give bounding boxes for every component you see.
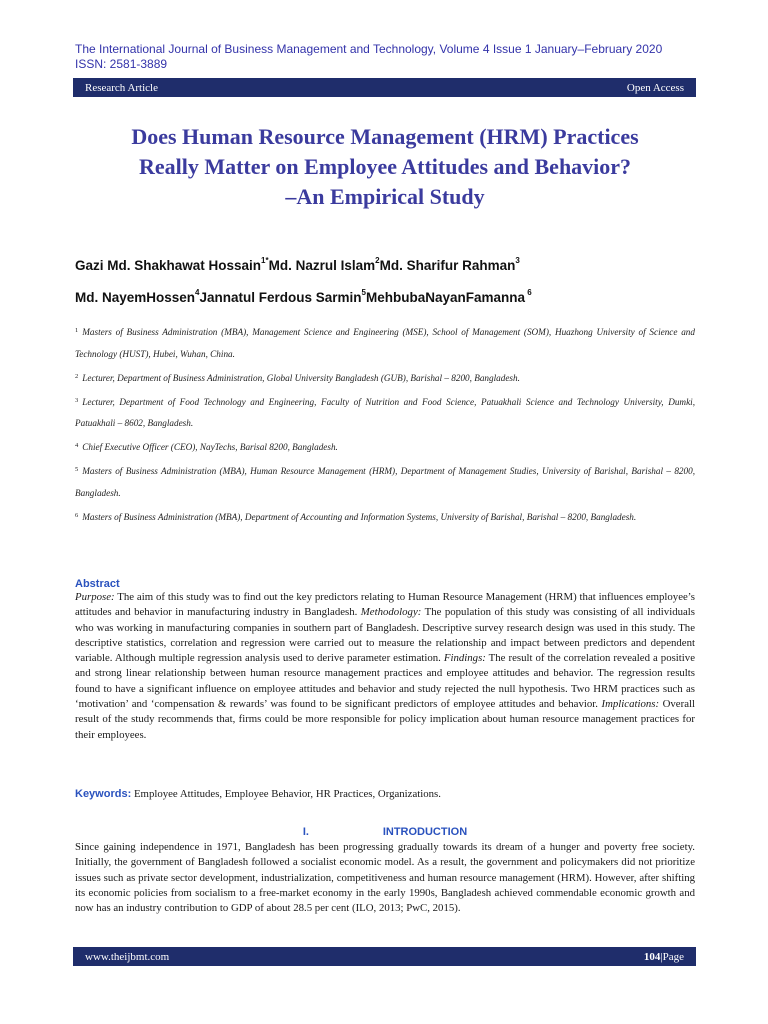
keywords-section — [75, 788, 695, 800]
purpose-label: Purpose: — [75, 591, 115, 603]
author-name: Md. NayemHossen — [75, 290, 196, 305]
affiliation-item — [75, 366, 695, 390]
affiliation-number: 4 — [75, 442, 79, 449]
affiliation-number: 2 — [75, 372, 79, 380]
author-affiliation-mark: 3 — [515, 256, 520, 265]
author-name: Jannatul Ferdous Sarmin — [199, 290, 362, 305]
implications-text: Overall result of the study recommends that, firms could be more responsible for policy implication about human resource management practices for their employees. — [75, 698, 695, 741]
access-type-label: Open Access — [626, 81, 684, 94]
author-affiliation-mark: 1* — [261, 256, 269, 265]
abstract-heading: Abstract — [75, 578, 120, 590]
affiliation-number: 1 — [75, 327, 79, 334]
author-affiliation-mark: 2 — [375, 256, 380, 265]
section-number: I. — [302, 826, 309, 838]
journal-issn: ISSN: 2581-3889 — [75, 57, 168, 71]
title-line-1: Does Human Resource Management (HRM) Practices — [131, 124, 639, 149]
methodology-label: Methodology: — [360, 606, 422, 619]
affiliation-item — [75, 320, 695, 365]
article-type-bar — [73, 78, 696, 97]
journal-website-link[interactable]: www.theijbmt.com — [85, 950, 170, 963]
abstract-section — [75, 578, 695, 743]
affiliations-list — [75, 320, 695, 529]
journal-header — [75, 42, 715, 72]
author-affiliation-mark: 5 — [361, 288, 366, 297]
implications-label: Implications: — [601, 698, 660, 711]
affiliation-text: Masters of Business Administration (MBA), Department of Accounting and Information Systems, University of Barishal, Barishal – 8200, Bangladesh. — [82, 511, 637, 522]
author-name: Md. Nazrul Islam — [268, 258, 376, 273]
affiliation-number: 3 — [75, 396, 79, 404]
authors-line-1 — [75, 256, 705, 273]
introduction-heading — [75, 826, 695, 838]
author-affiliation-mark: 4 — [195, 288, 200, 297]
author-name: Gazi Md. Shakhawat Hossain — [75, 258, 262, 273]
title-line-2: Really Matter on Employee Attitudes and Behavior? — [138, 154, 632, 179]
keywords-text: Employee Attitudes, Employee Behavior, HR Practices, Organizations. — [131, 788, 441, 800]
page-number-value: 104 — [643, 950, 661, 963]
author-name: Md. Sharifur Rahman — [379, 258, 516, 273]
affiliation-item — [75, 390, 695, 435]
page-label: |Page — [660, 950, 684, 963]
affiliation-item — [75, 459, 695, 504]
affiliation-text: Lecturer, Department of Business Administration, Global University Bangladesh (GUB), Barishal – 8200, Bangladesh. — [82, 372, 520, 383]
page-footer — [73, 947, 696, 966]
affiliation-text: Masters of Business Administration (MBA), Management Science and Engineering (MSE), School of Management (SOM), Huazhong University of Science and Technology (HUST), Hubei, Wuhan, China. — [75, 327, 695, 359]
affiliation-item — [75, 435, 695, 459]
affiliation-number: 6 — [75, 511, 79, 519]
affiliation-text: Chief Executive Officer (CEO), NayTechs, Barisal 8200, Bangladesh. — [82, 442, 338, 452]
article-type-label: Research Article — [85, 81, 158, 94]
section-title: INTRODUCTION — [382, 826, 468, 838]
abstract-body — [75, 590, 695, 743]
authors-line-2 — [75, 288, 705, 305]
affiliation-text: Masters of Business Administration (MBA), Human Resource Management (HRM), Department of Management Studies, University of Barishal, Barishal – 8200, Bangladesh. — [75, 466, 695, 498]
affiliation-item — [75, 505, 695, 529]
journal-citation: The International Journal of Business Management and Technology, Volume 4 Issue 1 January–February 2020 — [75, 42, 663, 56]
affiliation-text: Lecturer, Department of Food Technology and Engineering, Faculty of Nutrition and Food Science, Patuakhali Science and Technology University, Dumki, Patuakhali – 8602, Bangladesh. — [75, 396, 695, 428]
title-line-3: –An Empirical Study — [285, 184, 485, 209]
findings-label: Findings: — [443, 652, 486, 665]
findings-text: The result of the correlation revealed a positive and strong linear relationship between human resource management practices and employee attitudes and behavior. The regression results found to have a significant influence on employee attitudes and behavior and study rejected the null hypothesis. Two HRM practices such as ‘motivation’ and ‘compensation & rewards’ was found to be significant predictors of employee attitudes and behavior. — [75, 652, 695, 711]
keywords-label: Keywords: — [75, 788, 132, 800]
methodology-text: The population of this study was consisting of all individuals who was working in manufacturing companies in southern part of Bangladesh. Descriptive survey research design was used in this study. The descriptive statistics, correlation and regression were carried out to measure the relationship and impact between predictors and dependent variable. Although multiple regression analysis used to derive parameter estimation. — [75, 606, 695, 665]
purpose-text: The aim of this study was to find out the key predictors relating to Human Resource Management (HRM) that influences employee’s attitudes and behavior in manufacturing industry in Bangladesh. — [75, 591, 695, 619]
affiliation-number: 5 — [75, 466, 79, 473]
introduction-body: Since gaining independence in 1971, Bangladesh has been progressing gradually towards its dream of a hunger and poverty free society. Initially, the government of Bangladesh followed a socialist economic model. As a result, the government and policymakers did not prioritize issues such as private sector development, industrialization, competitiveness and human resource management (HRM). However, after shifting its economic policies from socialism to a free-market economy in the early 1990s, Bangladesh achieved commendable economic growth and now has an industry contribution to GDP of about 28.5 per cent (ILO, 2013; PwC, 2015). — [75, 841, 695, 915]
author-name: MehbubaNayanFamanna — [366, 290, 526, 305]
page-number — [644, 951, 684, 963]
author-affiliation-mark: 6 — [525, 288, 532, 297]
paper-title — [60, 122, 710, 212]
